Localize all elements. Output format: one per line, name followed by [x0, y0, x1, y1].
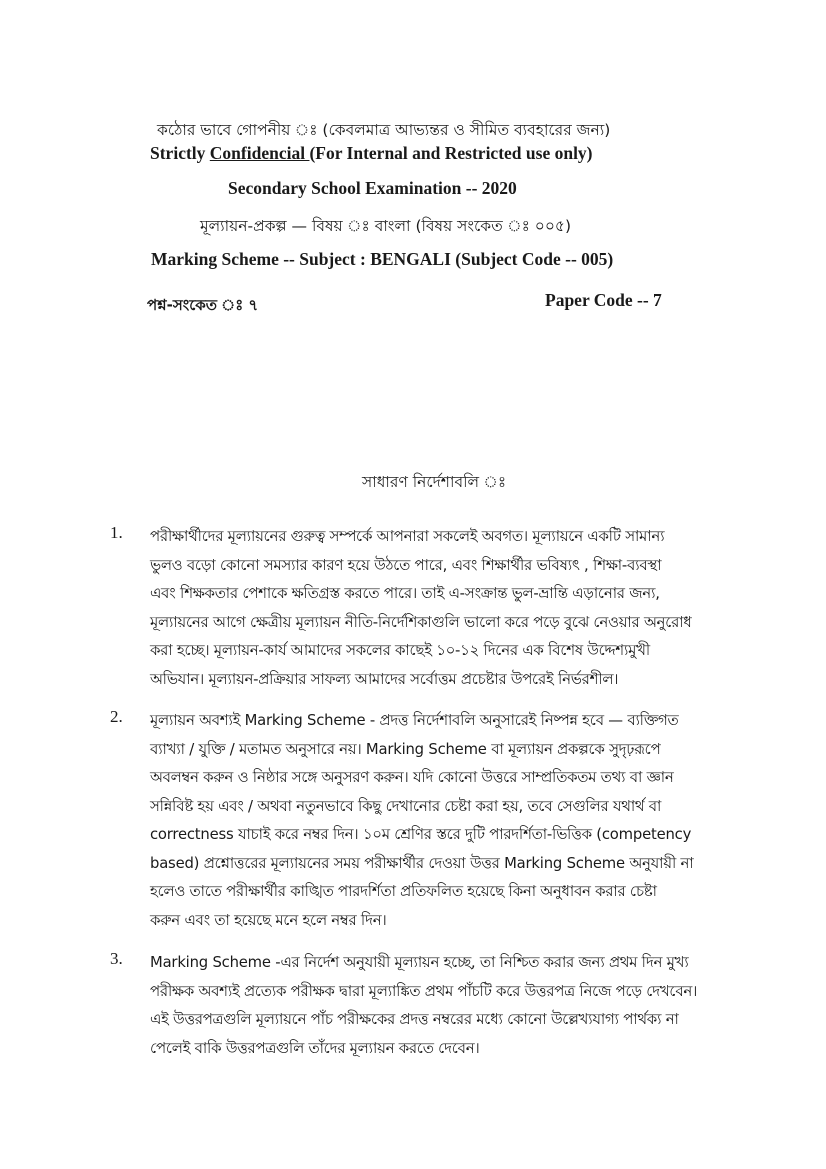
- instruction-text: [150, 949, 790, 1063]
- confidentiality-notice-bengali: কঠোর ভাবে গোপনীয় ঃ (কেবলমাত্র আভ্যন্তর ও সীমিত ব্যবহারের জন্য): [157, 121, 611, 139]
- instruction-line: ভুলও বড়ো কোনো সমস্যার কারণ হয়ে উঠতে পারে, এবং শিক্ষার্থীর ভবিষ্যৎ , শিক্ষা-ব্যবস্থা: [150, 556, 662, 574]
- instruction-line: ব্যাখ্যা / যুক্তি / মতামত অনুসারে নয়। Marking Scheme বা মূল্যায়ন প্রকল্পকে সুদৃঢ়রূপে: [150, 740, 661, 758]
- confidentiality-suffix: (For Internal and Restricted use only): [309, 143, 593, 163]
- instruction-line: এই উত্তরপত্রগুলি মূল্যায়নে পাঁচ পরীক্ষকের প্রদত্ত নম্বরের মধ্যে কোনো উল্লেখ্যযাগ্য পার্থক্য না: [150, 1011, 679, 1028]
- instruction-line: অভিযান। মূল্যায়ন-প্রক্রিয়ার সাফল্য আমাদের সর্বোত্তম প্রচেষ্টার উপরেই নির্ভরশীল।: [150, 670, 619, 688]
- instruction-line: সন্নিবিষ্ট হয় এবং / অথবা নতুনভাবে কিছু দেখানোর চেষ্টা করা হয়, তবে সেগুলির যথার্থ বা: [150, 797, 662, 815]
- confidentiality-underlined-word: Confidencial: [209, 143, 310, 163]
- instruction-line: মূল্যায়ন অবশ্যই Marking Scheme - প্রদত্ত নির্দেশাবলি অনুসারেই নিষ্পন্ন হবে — ব্যক্তিগত: [150, 712, 679, 729]
- instruction-line: based) প্রশ্নোত্তরের মূল্যায়নের সময় পরীক্ষার্থীর দেওয়া উত্তর Marking Scheme অনুযায়ী না: [150, 854, 694, 872]
- marking-scheme-title-bengali: মূল্যায়ন-প্রকল্প — বিষয় ঃ বাংলা (বিষয় সংকেত ঃ ০০৫): [200, 217, 572, 235]
- instruction-line: পরীক্ষক অবশ্যই প্রত্যেক পরীক্ষক দ্বারা মূল্যাঙ্কিত প্রথম পাঁচটি করে উত্তরপত্র নিজে পড়ে দেখবেন।: [150, 982, 698, 1000]
- instruction-number: 3.: [110, 949, 123, 968]
- paper-code: Paper Code -- 7: [545, 290, 662, 310]
- confidentiality-notice-english: [150, 143, 593, 164]
- exam-title: Secondary School Examination -- 2020: [228, 178, 517, 198]
- instruction-text: [150, 523, 790, 694]
- instruction-line: করুন এবং তা হয়েছে মনে হলে নম্বর দিন।: [150, 911, 387, 929]
- instruction-line: correctness যাচাই করে নম্বর দিন। ১০ম শ্রেণির স্তরে দুটি পারদর্শিতা-ভিত্তিক (competency: [150, 826, 692, 843]
- general-instructions-heading: সাধারণ নির্দেশাবলি ঃ: [362, 473, 507, 491]
- instruction-number: 2.: [110, 707, 123, 726]
- instruction-line: অবলম্বন করুন ও নিষ্ঠার সঙ্গে অনুসরণ করুন। যদি কোনো উত্তরে সাম্প্রতিকতম তথ্য বা জ্ঞান: [150, 769, 674, 786]
- instruction-number: 1.: [110, 523, 123, 542]
- instruction-line: এবং শিক্ষকতার পেশাকে ক্ষতিগ্রস্ত করতে পারে। তাই এ-সংক্রান্ত ভুল-ভ্রান্তি এড়ানোর জন্য,: [150, 585, 660, 602]
- instruction-line: করা হচ্ছে। মূল্যায়ন-কার্য আমাদের সকলের কাছেই ১০-১২ দিনের এক বিশেষ উদ্দেশ্যমুখী: [150, 642, 650, 659]
- instruction-line: মূল্যায়নের আগে ক্ষেত্রীয় মূল্যায়ন নীতি-নির্দেশিকাগুলি ভালো করে পড়ে বুঝে নেওয়ার অনুরোধ: [150, 613, 692, 631]
- marking-scheme-title-english: Marking Scheme -- Subject : BENGALI (Subject Code -- 005): [151, 249, 614, 269]
- question-code-bengali: পশ্ন-সংকেত ঃ ৭: [147, 296, 259, 314]
- instruction-line: পেলেই বাকি উত্তরপত্রগুলি তাঁদের মূল্যায়ন করতে দেবেন।: [150, 1039, 480, 1057]
- instruction-line: হলেও তাতে পরীক্ষার্থীর কাঙ্খিত পারদর্শিতা প্রতিফলিত হয়েছে কিনা অনুধাবন করার চেষ্টা: [150, 883, 657, 900]
- instruction-line: পরীক্ষার্থীদের মূল্যায়নের গুরুত্ব সম্পর্কে আপনারা সকলেই অবগত। মূল্যায়নে একটি সামান্য: [150, 528, 665, 545]
- instruction-text: [150, 707, 790, 935]
- confidentiality-prefix: Strictly: [150, 143, 210, 163]
- instruction-line: Marking Scheme -এর নির্দেশ অনুযায়ী মূল্যায়ন হচ্ছে, তা নিশ্চিত করার জন্য প্রথম দিন মুখ্য: [150, 954, 689, 971]
